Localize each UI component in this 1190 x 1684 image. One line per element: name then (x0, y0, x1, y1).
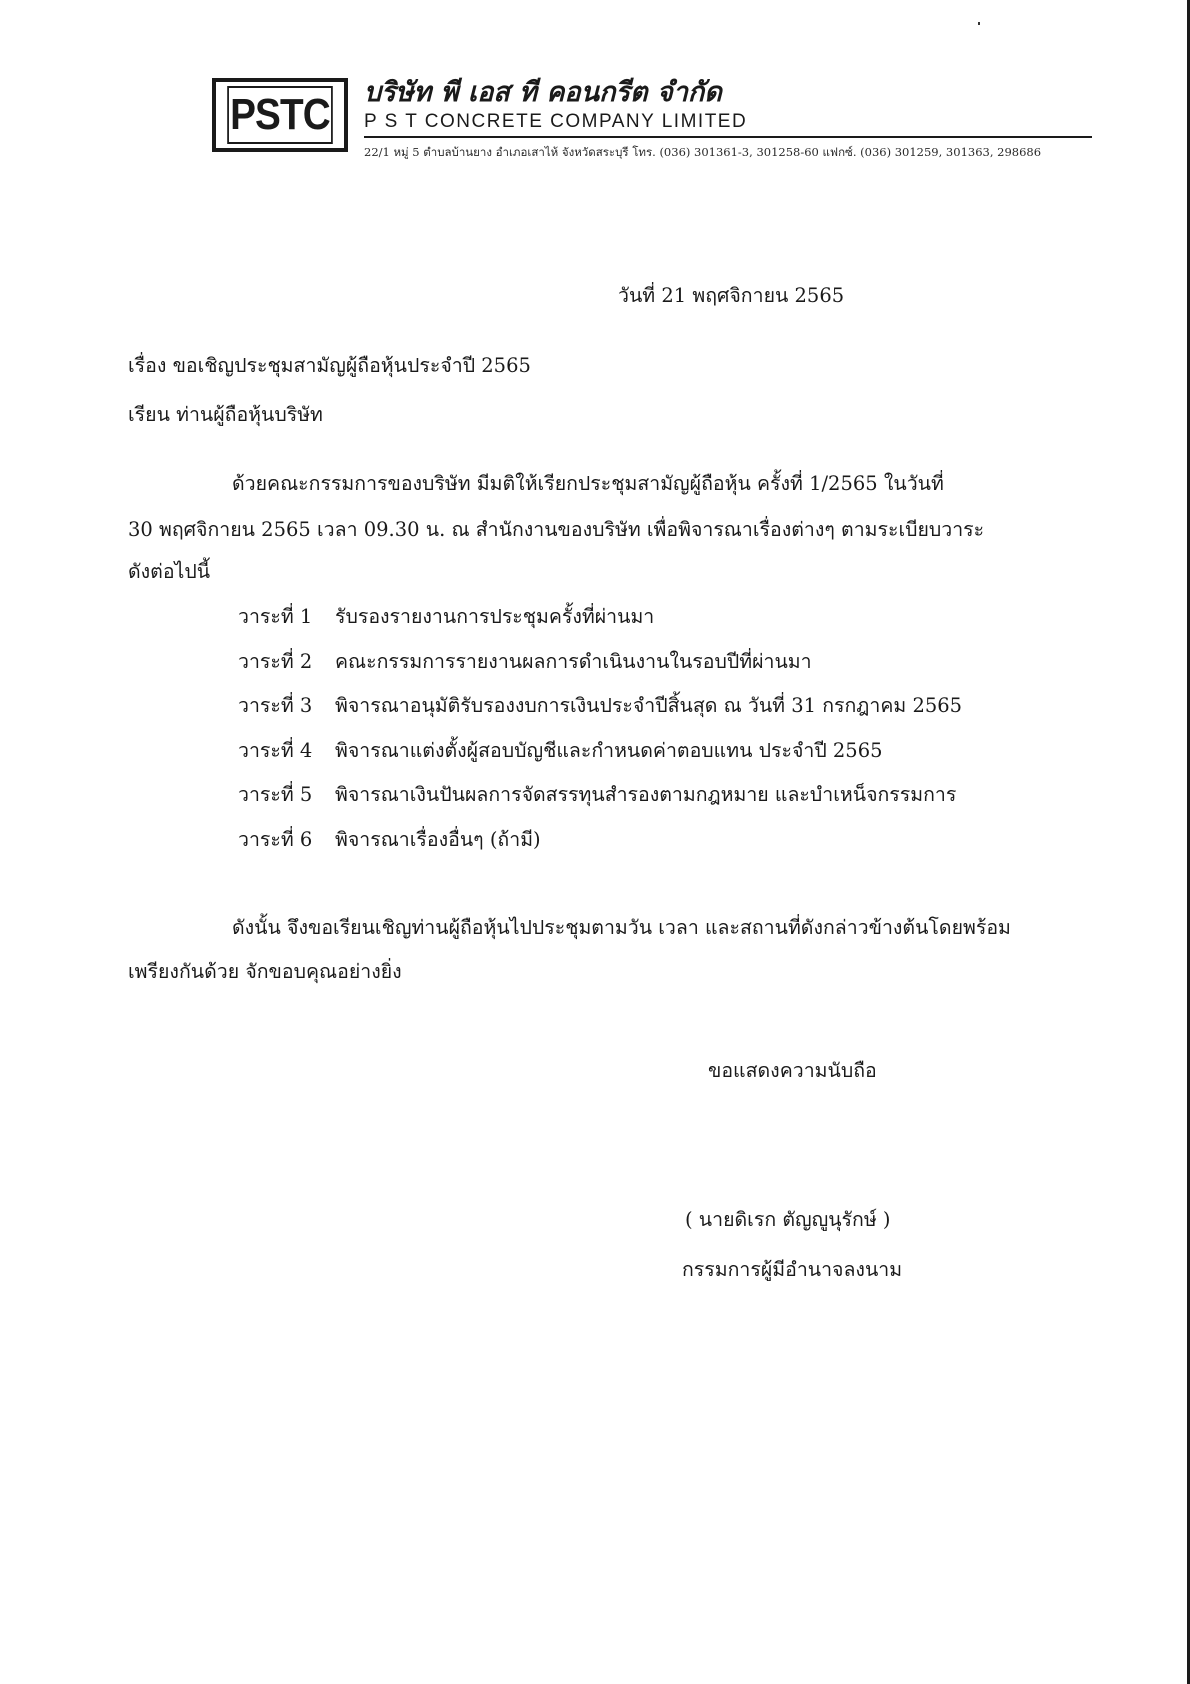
agenda-item (238, 648, 962, 693)
agenda-item-text: รับรองรายงานการประชุมครั้งที่ผ่านมา (335, 605, 655, 628)
company-name-english: P S T CONCRETE COMPANY LIMITED (364, 111, 748, 132)
paragraph-line: ดังนั้น จึงขอเรียนเชิญท่านผู้ถือหุ้นไปประชุมตามวัน เวลา และสถานที่ดังกล่าวข้างต้นโดยพร้อม (232, 916, 1011, 939)
agenda-item-label: วาระที่ 5 (238, 783, 313, 806)
letter-subject: เรื่อง ขอเชิญประชุมสามัญผู้ถือหุ้นประจำปี 2565 (128, 354, 531, 377)
signer-title: กรรมการผู้มีอำนาจลงนาม (682, 1258, 903, 1281)
paragraph-line: ดังต่อไปนี้ (128, 560, 211, 583)
agenda-item-text: พิจารณาเรื่องอื่นๆ (ถ้ามี) (335, 827, 541, 851)
agenda-item-text: คณะกรรมการรายงานผลการดำเนินงานในรอบปีที่ผ่านมา (335, 649, 812, 673)
letter-salutation: เรียน ท่านผู้ถือหุ้นบริษัท (128, 403, 323, 426)
agenda-list (238, 603, 962, 870)
logo-text: PSTC (227, 86, 333, 144)
paragraph-line: ด้วยคณะกรรมการของบริษัท มีมติให้เรียกประชุมสามัญผู้ถือหุ้น ครั้งที่ 1/2565 ในวันที่ (232, 472, 944, 495)
agenda-item-text: พิจารณาแต่งตั้งผู้สอบบัญชีและกำหนดค่าตอบแทน ประจำปี 2565 (335, 738, 883, 762)
letterhead-divider (364, 136, 1092, 138)
company-logo (212, 78, 348, 152)
agenda-item (238, 603, 962, 648)
company-address: 22/1 หมู่ 5 ตำบลบ้านยาง อำเภอเสาไห้ จังหวัดสระบุรี โทร. (036) 301361-3, 301258-60 แฟกซ์. (036) 301259, 301363, 298686 (364, 145, 1042, 159)
agenda-item (238, 826, 962, 871)
agenda-item-text: พิจารณาอนุมัติรับรองงบการเงินประจำปีสิ้นสุด ณ วันที่ 31 กรกฎาคม 2565 (335, 694, 963, 717)
company-name-thai: บริษัท พี เอส ที คอนกรีต จำกัด (364, 77, 722, 108)
agenda-item-text: พิจารณาเงินปันผลการจัดสรรทุนสำรองตามกฎหมาย และบำเหน็จกรรมการ (335, 783, 957, 806)
letterhead (212, 76, 1092, 166)
agenda-item (238, 781, 962, 826)
scan-speck (978, 22, 980, 25)
paragraph-line: เพรียงกันด้วย จักขอบคุณอย่างยิ่ง (128, 960, 402, 983)
paragraph-line: 30 พฤศจิกายน 2565 เวลา 09.30 น. ณ สำนักงานของบริษัท เพื่อพิจารณาเรื่องต่างๆ ตามระเบียบวาระ (128, 518, 985, 541)
signer-name: ( นายดิเรก ตัญญูนุรักษ์ ) (685, 1208, 891, 1231)
agenda-item (238, 737, 962, 782)
letter-date: วันที่ 21 พฤศจิกายน 2565 (618, 284, 845, 307)
agenda-item-label: วาระที่ 3 (238, 694, 313, 717)
agenda-item-label: วาระที่ 6 (238, 827, 313, 851)
agenda-item (238, 692, 962, 737)
agenda-item-label: วาระที่ 1 (238, 605, 313, 628)
closing-phrase: ขอแสดงความนับถือ (708, 1059, 877, 1082)
agenda-item-label: วาระที่ 2 (238, 649, 313, 673)
agenda-item-label: วาระที่ 4 (238, 738, 313, 762)
